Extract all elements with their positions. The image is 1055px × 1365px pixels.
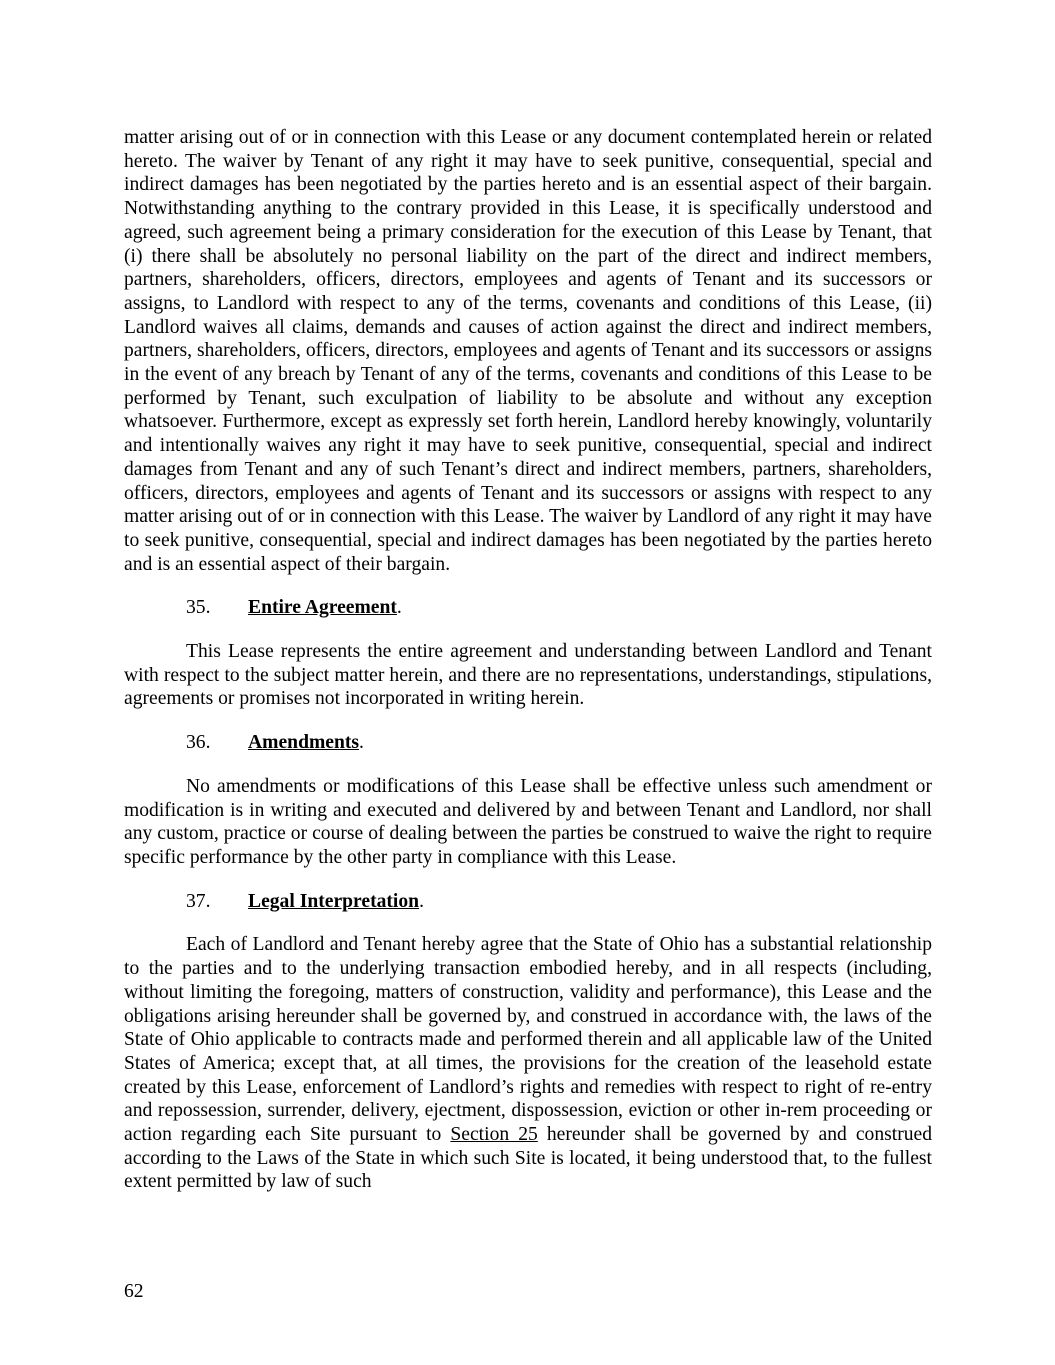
section-number: 37.: [186, 890, 211, 912]
section-title: Legal Interpretation: [248, 890, 420, 912]
section-title: Entire Agreement: [248, 597, 397, 619]
section-title-period: .: [396, 597, 402, 619]
legal-interpretation-text-1: Each of Landlord and Tenant hereby agree that the State of Ohio has a substantial relationship to the parties and to the underlying transaction embodied hereby, and in all respects (including, without limiting the foregoing, matters of construction, validity and performance), this Lease and the obligations arising hereunder shall be governed by, and construed in accordance with, the laws of the State of Ohio applicable to contracts made and performed therein and all applicable law of the United States of America; except that, at all times, the provisions for the creation of the leasehold estate created by this Lease, enforcement of Landlord’s rights and remedies with respect to right of re-entry and repossession, surrender, delivery, ejectment, dispossession, eviction or other in-rem proceeding or action regarding each Site pursuant to: [124, 934, 932, 1146]
page-number: 62: [124, 1281, 144, 1302]
section-heading-35: [124, 596, 932, 620]
section-title: Amendments: [248, 732, 360, 754]
section-heading-37: [124, 890, 932, 914]
section-number: 36.: [186, 732, 211, 754]
section-25-reference: Section 25: [450, 1124, 538, 1146]
paragraph-legal-interpretation: [124, 933, 932, 1194]
section-heading-36: [124, 731, 932, 755]
paragraph-amendments: No amendments or modifications of this Lease shall be effective unless such amendment or modification is in writing and executed and delivered by and between Tenant and Landlord, nor shall any custom, practice or course of dealing between the parties be construed to waive the right to require specific performance by the other party in compliance with this Lease.: [124, 775, 932, 868]
section-title-period: .: [359, 732, 364, 754]
document-page: [124, 126, 932, 1194]
section-number: 35.: [186, 597, 211, 619]
paragraph-entire-agreement: This Lease represents the entire agreement and understanding between Landlord and Tenant with respect to the subject matter herein, and there are no representations, understandings, stipulations, agreements or promises not incorporated in writing herein.: [124, 641, 932, 710]
paragraph-waiver-continuation: matter arising out of or in connection with this Lease or any document contemplated herein or related hereto. The waiver by Tenant of any right it may have to seek punitive, consequential, special and indirect damages has been negotiated by the parties hereto and is an essential aspect of their bargain. Notwithstanding anything to the contrary provided in this Lease, it is specifically understood and agreed, such agreement being a primary consideration for the execution of this Lease by Tenant, that (i) there shall be absolutely no personal liability on the part of the direct and indirect members, partners, shareholders, officers, directors, employees and agents of Tenant and its successors or assigns, to Landlord with respect to any of the terms, covenants and conditions of this Lease, (ii) Landlord waives all claims, demands and causes of action against the direct and indirect members, partners, shareholders, officers, directors, employees and agents of Tenant and its successors or assigns in the event of any breach by Tenant of any of the terms, covenants and conditions of this Lease to be performed by Tenant, such exculpation of liability to be absolute and without any exception whatsoever. Furthermore, except as expressly set forth herein, Landlord hereby knowingly, voluntarily and intentionally waives any right it may have to seek punitive, consequential, special and indirect damages from Tenant and any of such Tenant’s direct and indirect members, partners, shareholders, officers, directors, employees and agents of Tenant and its successors or assigns with respect to any matter arising out of or in connection with this Lease. The waiver by Landlord of any right it may have to seek punitive, consequential, special and indirect damages has been negotiated by the parties hereto and is an essential aspect of their bargain.: [124, 127, 932, 575]
legal-interpretation-text-2: hereunder shall be governed by and construed according to the Laws of the State in which such Site is located, it being understood that, to the fullest extent permitted by law of such: [124, 1124, 933, 1193]
section-title-period: .: [419, 890, 424, 912]
